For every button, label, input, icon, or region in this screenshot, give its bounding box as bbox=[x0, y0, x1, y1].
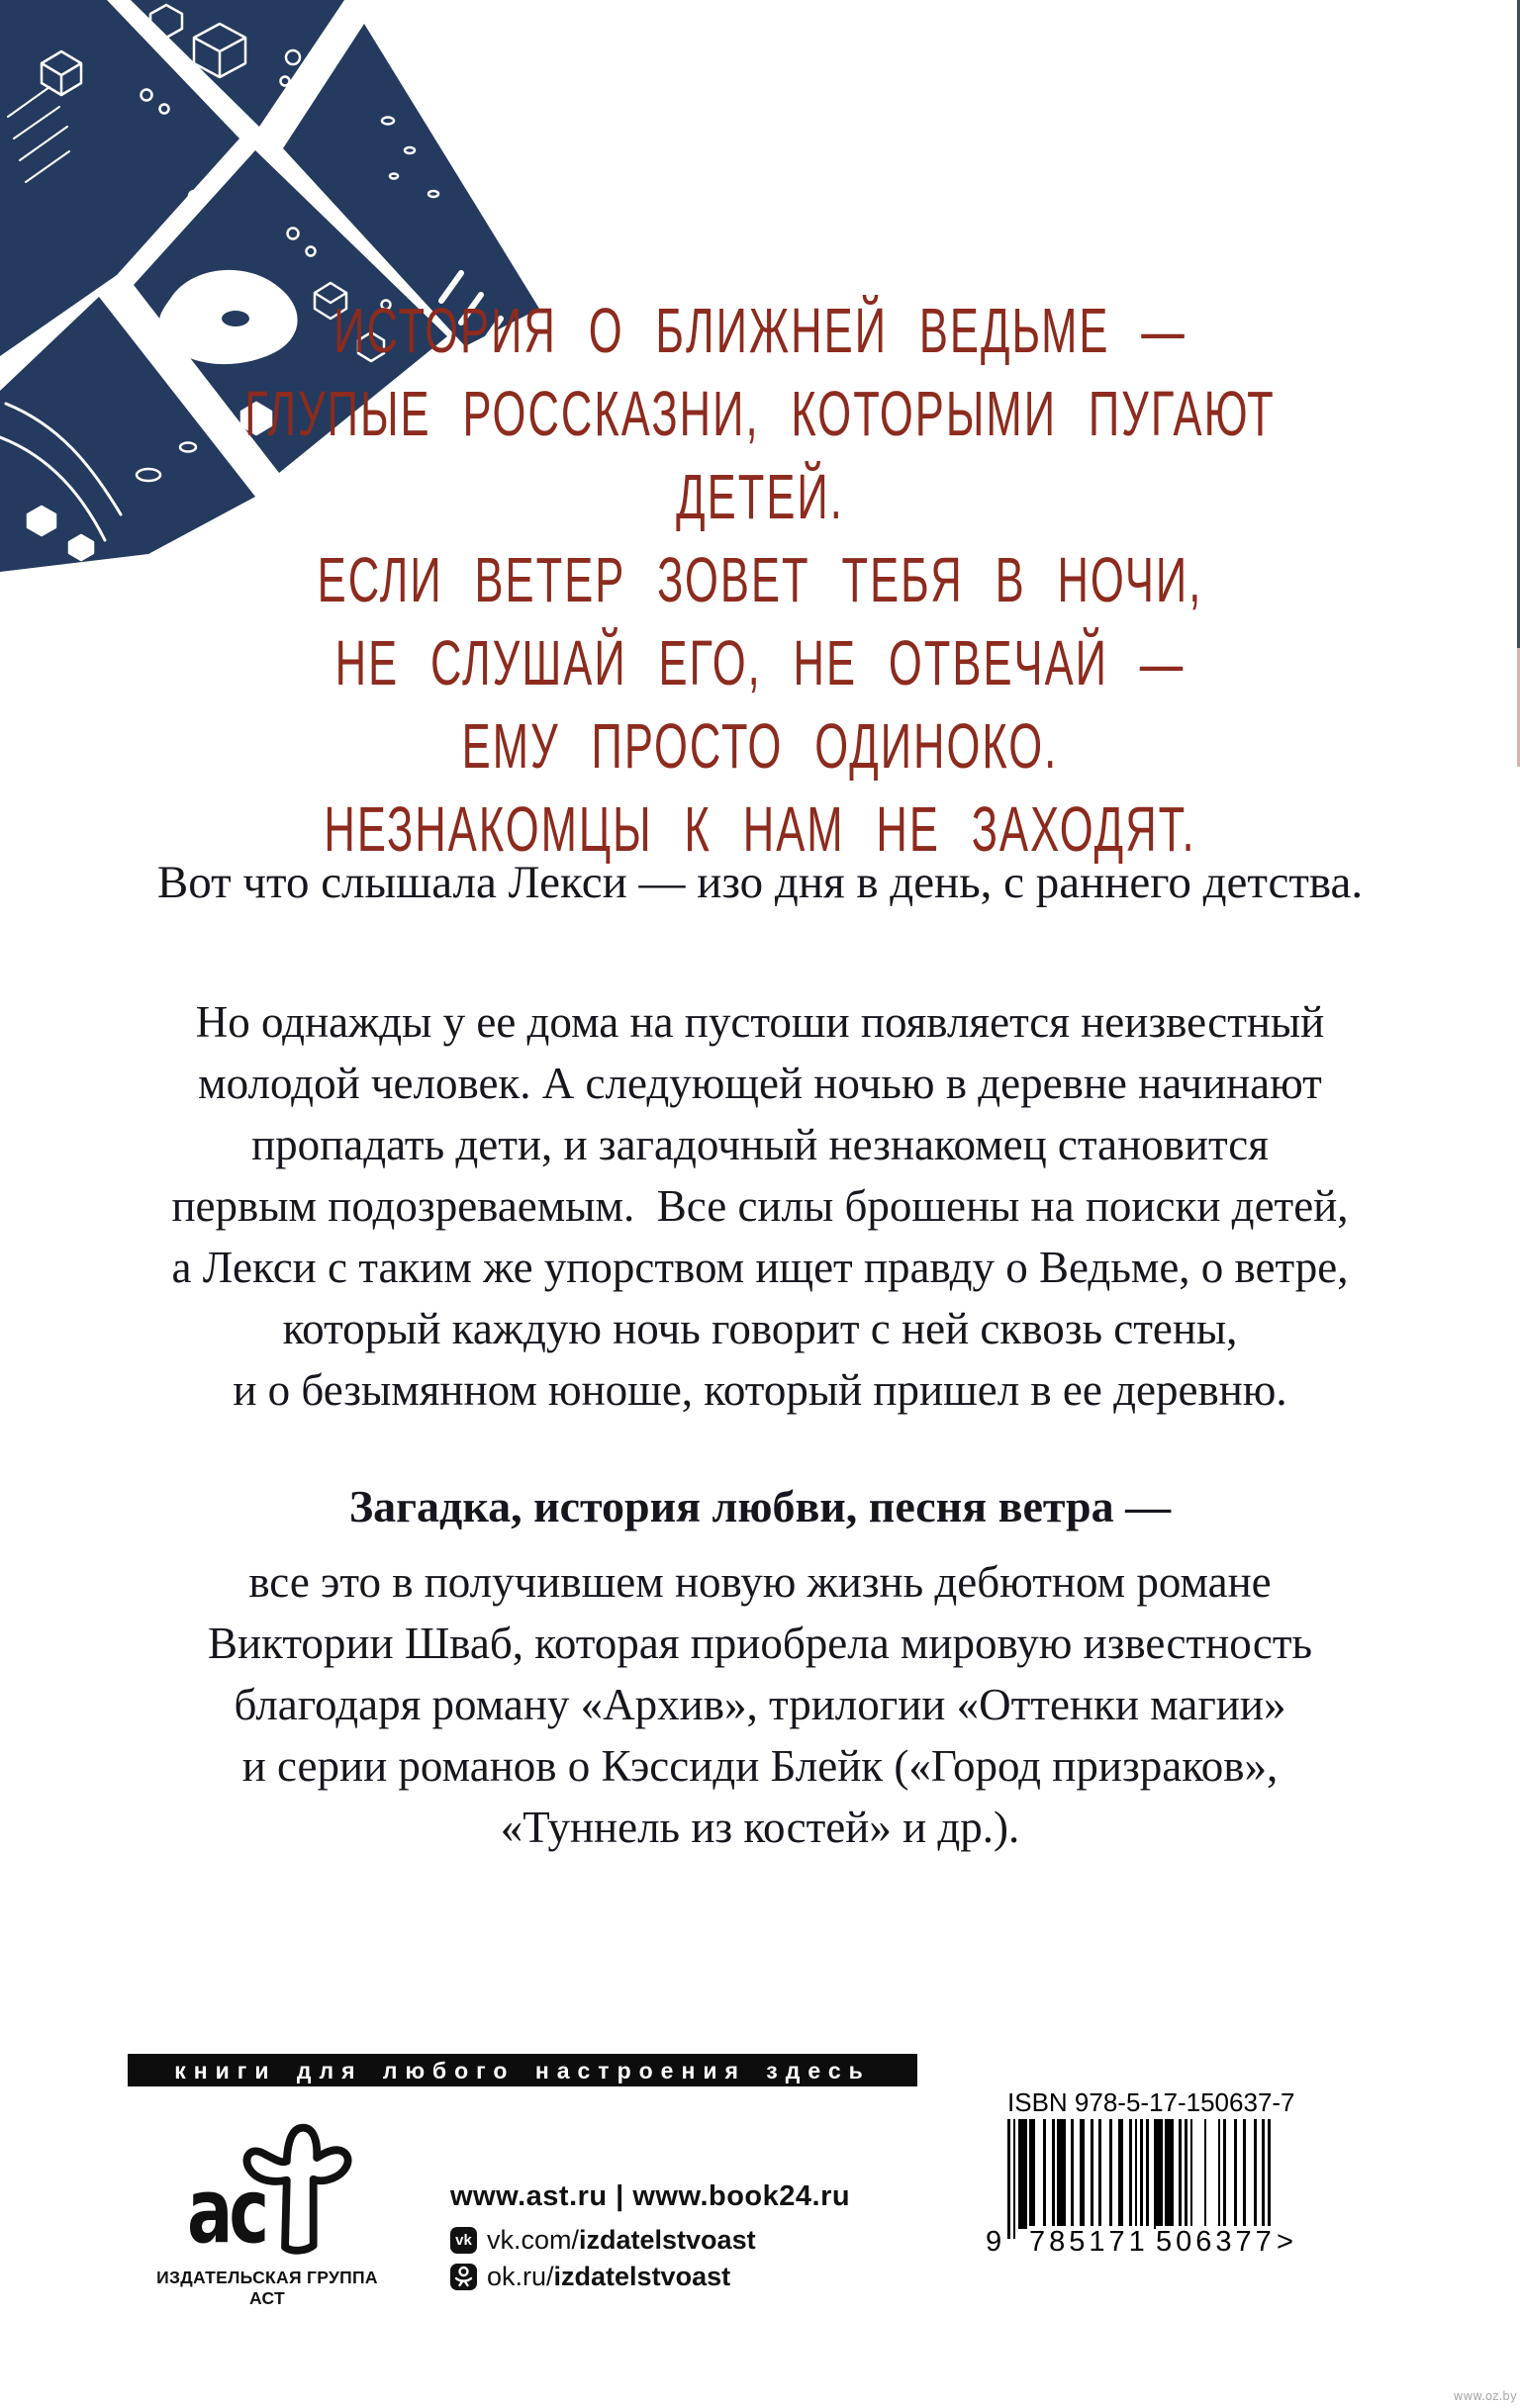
author-line: «Туннель из костей» и др.). bbox=[500, 1803, 1020, 1852]
synopsis-line: Но однажды у ее дома на пустоши появляется неизвестный bbox=[195, 997, 1325, 1047]
barcode-arrow: > bbox=[1277, 2226, 1293, 2258]
synopsis-line: и о безымянном юноше, который пришел в ее деревню. bbox=[233, 1365, 1287, 1415]
slogan-banner: книги для любого настроения здесь bbox=[128, 2054, 917, 2086]
publisher-caption: ИЗДАТЕЛЬСКАЯ ГРУППА АСТ bbox=[156, 2268, 378, 2308]
quote-line: ГЛУПЫЕ РОССКАЗНИ, КОТОРЫМИ ПУГАЮТ ДЕТЕЙ. bbox=[244, 378, 1276, 532]
witch-quote bbox=[243, 289, 1277, 871]
ok-link: ok.ru/izdatelstvoast bbox=[487, 2262, 731, 2291]
quote-line: ИСТОРИЯ О БЛИЖНЕЙ ВЕДЬМЕ — bbox=[333, 295, 1187, 366]
isbn-label: ISBN 978-5-17-150637-7 bbox=[1007, 2087, 1295, 2117]
synopsis-line: который каждую ночь говорит с ней сквозь стены, bbox=[282, 1304, 1238, 1353]
author-paragraph bbox=[0, 1551, 1520, 1858]
synopsis-line: пропадать дети, и загадочный незнакомец становится bbox=[251, 1120, 1269, 1169]
vk-icon: vk bbox=[450, 2227, 477, 2254]
intro-line: Вот что слышала Лекси — изо дня в день, с раннего детства. bbox=[156, 857, 1364, 908]
author-line: все это в получившем новую жизнь дебютном романе bbox=[248, 1557, 1272, 1607]
store-watermark: www.oz.by bbox=[1453, 2389, 1517, 2403]
synopsis-line: первым подозреваемым. Все силы брошены на поиски детей, bbox=[171, 1181, 1349, 1231]
author-line: и серии романов о Кэссиди Блейк («Город призраков», bbox=[241, 1741, 1279, 1791]
quote-line: НЕ СЛУШАЙ ЕГО, НЕ ОТВЕЧАЙ — bbox=[334, 627, 1186, 698]
vk-link-row bbox=[450, 2225, 756, 2256]
barcode-digit-group1: 785171 bbox=[1029, 2226, 1149, 2258]
synopsis-paragraph bbox=[0, 991, 1520, 1421]
publisher-websites: www.ast.ru | www.book24.ru bbox=[450, 2180, 851, 2212]
tagline-bold-line: Загадка, история любви, песня ветра — bbox=[348, 1481, 1172, 1531]
quote-line: ЕСЛИ ВЕТЕР ЗОВЕТ ТЕБЯ В НОЧИ, bbox=[317, 544, 1203, 615]
author-line: Виктории Шваб, которая приобрела мировую известность bbox=[207, 1619, 1313, 1668]
author-line: благодаря роману «Архив», трилогии «Оттенки магии» bbox=[234, 1680, 1286, 1729]
logo-letters-ac: ac bbox=[187, 2159, 266, 2263]
barcode-digit-group2: 506377 bbox=[1156, 2226, 1276, 2258]
barcode-bars bbox=[1007, 2119, 1272, 2239]
synopsis-line: а Лекси с таким же упорством ищет правду о Ведьме, о ветре, bbox=[171, 1243, 1349, 1292]
barcode-digit-first: 9 bbox=[986, 2226, 1002, 2258]
quote-line: ЕМУ ПРОСТО ОДИНОКО. bbox=[461, 710, 1059, 782]
ok-link-row bbox=[450, 2262, 730, 2292]
ok-icon bbox=[450, 2264, 477, 2290]
ast-publisher-logo bbox=[158, 2099, 386, 2263]
vk-link: vk.com/izdatelstvoast bbox=[487, 2225, 756, 2255]
quote-line: НЕЗНАКОМЦЫ К НАМ НЕ ЗАХОДЯТ. bbox=[324, 793, 1196, 865]
synopsis-line: молодой человек. А следующей ночью в деревне начинают bbox=[198, 1059, 1322, 1108]
